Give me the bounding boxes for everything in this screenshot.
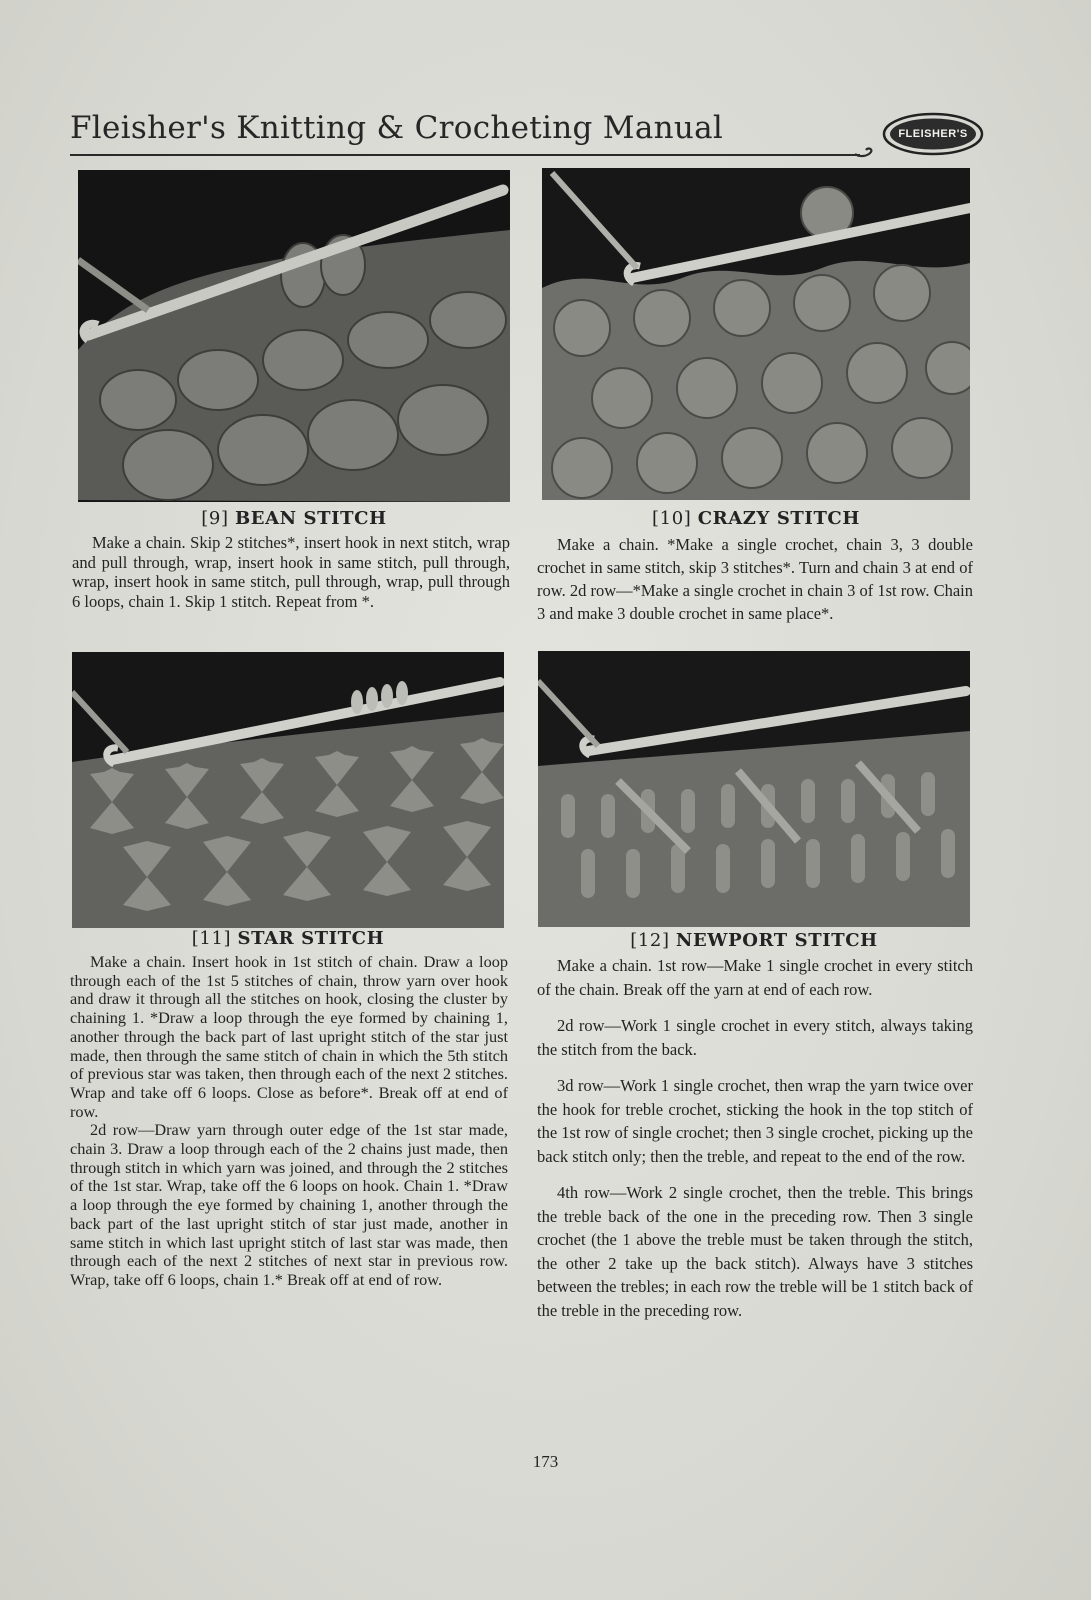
newport-stitch-instructions [537,954,973,1335]
instruction-paragraph: Make a chain. *Make a single crochet, chain 3, 3 double crochet in same stitch, skip 3 stitches*. Turn and chain 3 at end of row. 2d row—*Make a single crochet in chain 3 of 1st row. Chain 3 and make 3 double crochet in same place*. [537,535,973,623]
crazy-stitch-photo [542,168,970,500]
header-flourish-icon [853,144,875,158]
instruction-paragraph: 2d row—Draw yarn through outer edge of the 1st star made, chain 3. Draw a loop through each of the 2 chains just made, then through stitch in which yarn was joined, and through the 2 stitches of the 1st star. Wrap, take off the 6 loops on hook. Chain 1. *Draw a loop through the eye formed by chaining 1, another through the back part of the last upright stitch of star just made, another in same stitch in which last upright stitch of last star was made, then through each of the next 2 stitches of next star in previous row. Wrap, take off 6 loops, chain 1.* Break off at end of row. [70,1120,508,1289]
fleishers-logo [882,112,984,156]
stitch-number: [10] [652,508,692,529]
logo-text: FLEISHER'S [898,128,968,140]
instruction-paragraph: 4th row—Work 2 single crochet, then the treble. This brings the treble back of the one in the preceding row. Then 3 single crochet (the 1 above the treble must be taken through the stitch, the other 2 take up the back stitch). Always have 3 stitches between the trebles; in each row the treble will be 1 stitch back of the treble in the preceding row. [537,1183,973,1320]
star-stitch-photo [72,652,504,928]
header-rule [70,154,860,156]
stitch-name: BEAN STITCH [234,508,387,529]
instruction-paragraph: Make a chain. 1st row—Make 1 single crochet in every stitch of the chain. Break off the yarn at end of each row. [537,956,973,999]
page-header [70,108,995,158]
newport-stitch-caption [538,930,970,951]
header-title: Fleisher's Knitting & Crocheting Manual [70,110,724,146]
stitch-name: CRAZY STITCH [697,508,860,529]
crazy-stitch-instructions [537,533,973,625]
bean-stitch-photo [78,170,510,502]
stitch-number: [12] [630,930,670,951]
stitch-number: [9] [201,508,229,529]
stitch-name: NEWPORT STITCH [675,930,878,951]
crazy-stitch-caption [542,508,970,529]
stitch-number: [11] [191,928,232,949]
page-number: 173 [532,1452,559,1471]
instruction-paragraph: Make a chain. Insert hook in 1st stitch of chain. Draw a loop through each of the 1st 5 stitches of chain, throw yarn over hook and draw it through all the stitches on hook, closing the cluster by chaining 1. *Draw a loop through the eye formed by chaining 1, another through the back part of last upright stitch of the star just made, then through the same stitch of chain in which the 5th stitch of previous star was taken, then through each of the next 2 stitches. Wrap and take off 6 loops. Close as before*. Break off at end of row. [70,952,508,1121]
bean-stitch-caption [78,508,510,529]
instruction-paragraph: 2d row—Work 1 single crochet in every stitch, always taking the stitch from the back. [537,1016,973,1059]
bean-stitch-instructions [72,533,510,611]
newport-stitch-photo [538,651,970,927]
stitch-name: STAR STITCH [237,928,385,949]
star-stitch-caption [72,928,504,949]
star-stitch-instructions [70,953,508,1290]
instruction-paragraph: Make a chain. Skip 2 stitches*, insert hook in next stitch, wrap and pull through, wrap, insert hook in same stitch, pull through, wrap, insert hook in same stitch, pull through, wrap, pull through 6 loops, chain 1. Skip 1 stitch. Repeat from *. [72,533,510,611]
instruction-paragraph: 3d row—Work 1 single crochet, then wrap the yarn twice over the hook for treble crochet, sticking the hook in the top stitch of the 1st row of single crochet; then 3 single crochet, picking up the back stitch only; then the treble, and repeat to the end of the row. [537,1076,973,1166]
